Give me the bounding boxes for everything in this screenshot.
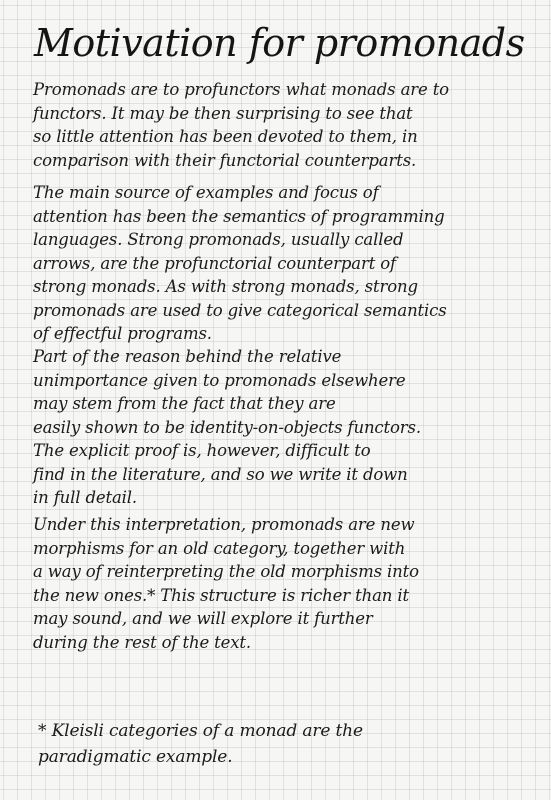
text-line: attention has been the semantics of programming bbox=[33, 206, 445, 226]
text-line: The explicit proof is, however, difficult to bbox=[33, 441, 371, 460]
text-line: functors. It may be then surprising to see that bbox=[33, 103, 413, 123]
text-line: promonads are used to give categorical semantics bbox=[33, 300, 447, 320]
text-line: the new ones.* This structure is richer than it bbox=[33, 585, 409, 605]
text-line: arrows, are the profunctorial counterpart of bbox=[33, 253, 397, 273]
text-line: strong monads. As with strong monads, strong bbox=[33, 277, 418, 296]
text-line: Part of the reason behind the relative bbox=[33, 347, 342, 366]
footnote-line: paradigmatic example. bbox=[38, 747, 233, 767]
text-line: Under this interpretation, promonads are new bbox=[33, 515, 415, 534]
text-line: Promonads are to profunctors what monads are to bbox=[33, 80, 449, 99]
paragraph-semantics bbox=[33, 181, 523, 346]
text-line: easily shown to be identity-on-objects functors. bbox=[33, 417, 421, 437]
text-line: unimportance given to promonads elsewhere bbox=[33, 370, 406, 390]
text-line: in full detail. bbox=[33, 488, 138, 507]
text-line: so little attention has been devoted to them, in bbox=[33, 127, 418, 146]
text-line: languages. Strong promonads, usually called bbox=[33, 230, 404, 249]
text-line: during the rest of the text. bbox=[33, 632, 251, 652]
text-line: may sound, and we will explore it further bbox=[33, 609, 373, 628]
footnote-line: * Kleisli categories of a monad are the bbox=[38, 721, 363, 741]
footnote bbox=[38, 718, 508, 770]
text-line: comparison with their functorial counterparts. bbox=[33, 150, 417, 170]
text-line: find in the literature, and so we write it down bbox=[33, 464, 408, 484]
text-line: may stem from the fact that they are bbox=[33, 394, 336, 413]
text-line: of effectful programs. bbox=[33, 324, 212, 343]
paragraph-reason bbox=[33, 345, 523, 510]
text-line: a way of reinterpreting the old morphisms into bbox=[33, 562, 419, 581]
page-title: Motivation for promonads bbox=[34, 21, 525, 65]
paragraph-interpretation bbox=[33, 513, 523, 654]
text-line: morphisms for an old category, together with bbox=[33, 538, 406, 558]
paragraph-intro bbox=[33, 78, 523, 172]
text-line: The main source of examples and focus of bbox=[33, 183, 379, 202]
